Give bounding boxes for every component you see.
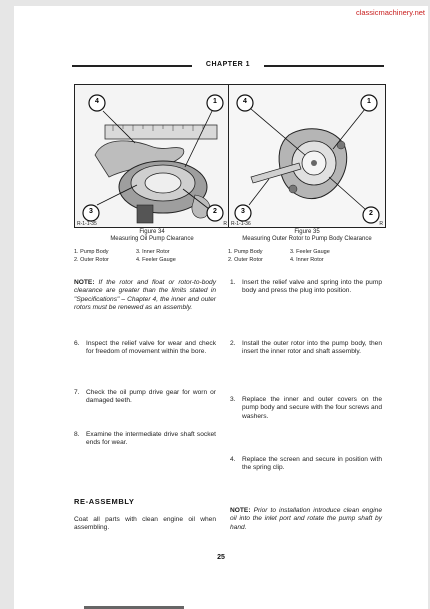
right-note <box>230 507 382 532</box>
legend-label: Pump Body <box>234 249 263 255</box>
step-3 <box>230 396 382 421</box>
legend-num: 2. <box>74 257 79 263</box>
legend-row <box>74 256 176 264</box>
note-label: NOTE: <box>230 507 251 514</box>
callout-1: 1 <box>367 98 371 105</box>
callout-3: 3 <box>89 208 93 215</box>
callout-2: 2 <box>369 210 373 217</box>
step-text: Replace the inner and outer covers on the pump body and secure with the four screws and washers. <box>242 396 383 420</box>
step-number: 7. <box>74 389 80 396</box>
step-6 <box>74 340 216 357</box>
note-text: Prior to installation introduce clean engine oil into the inlet port and rotate the pump shaft by hand. <box>230 507 382 531</box>
manual-page <box>14 6 428 609</box>
step-text: Install the outer rotor into the pump body, then insert the inner rotor and shaft assembly. <box>242 340 382 356</box>
reassembly-heading: RE-ASSEMBLY <box>74 497 135 506</box>
figure-34-image <box>74 84 230 228</box>
legend-label: Feeler Gauge <box>142 257 176 263</box>
legend-label: Inner Rotor <box>142 249 170 255</box>
reassembly-text: Coat all parts with clean engine oil when assembling. <box>74 516 216 532</box>
oil-pump-illustration <box>75 85 229 227</box>
legend-row <box>228 256 330 264</box>
figure-34-title: Measuring Oil Pump Clearance <box>110 236 194 242</box>
figure-35-caption <box>228 229 386 243</box>
legend-row <box>228 248 330 256</box>
watermark: classicmachinery.net <box>355 8 425 17</box>
figure-code: R-1-1-36 <box>231 221 251 227</box>
step-8 <box>74 431 216 448</box>
figure-34-caption <box>74 229 230 243</box>
step-number: 2. <box>230 340 236 347</box>
legend-num: 1. <box>228 249 233 255</box>
step-number: 6. <box>74 340 80 347</box>
figure-34-number: Figure 34 <box>139 229 165 235</box>
figure-35-image <box>228 84 386 228</box>
note-label: NOTE: <box>74 279 95 286</box>
step-1 <box>230 279 382 296</box>
legend-num: 3. <box>290 249 295 255</box>
page-number: 25 <box>217 554 225 561</box>
figure-r-mark: R <box>379 221 383 227</box>
step-2 <box>230 340 382 357</box>
legend-row <box>74 248 176 256</box>
legend-label: Outer Rotor <box>234 257 263 263</box>
step-text: Insert the relief valve and spring into the pump body and press the plug into position. <box>242 279 382 295</box>
left-note <box>74 279 216 312</box>
callout-1: 1 <box>213 98 217 105</box>
legend-num: 1. <box>74 249 79 255</box>
callout-4: 4 <box>243 98 247 105</box>
step-text: Examine the intermediate drive shaft socket ends for wear. <box>86 431 216 447</box>
figure-r-mark: R <box>223 221 227 227</box>
step-text: Replace the screen and secure in position with the spring clip. <box>242 456 382 472</box>
step-number: 1. <box>230 279 236 286</box>
legend-label: Pump Body <box>80 249 109 255</box>
rotor-clearance-illustration <box>229 85 385 227</box>
legend-num: 4. <box>136 257 141 263</box>
figure-35-number: Figure 35 <box>294 229 320 235</box>
legend-label: Feeler Gauge <box>296 249 330 255</box>
note-text: If the rotor and float or rotor-to-body clearance are greater than the limits stated in "Specifications" – Chapter 4, the inner and outer rotors must be renewed as an assembly. <box>74 279 216 311</box>
figure-34-legend <box>74 248 176 264</box>
step-text: Inspect the relief valve for wear and check for freedom of movement within the bore. <box>86 340 216 356</box>
legend-label: Inner Rotor <box>296 257 324 263</box>
step-4 <box>230 456 382 473</box>
figure-code: R-1-1-35 <box>77 221 97 227</box>
callout-4: 4 <box>95 98 99 105</box>
figure-35-title: Measuring Outer Rotor to Pump Body Clearance <box>242 236 372 242</box>
callout-3: 3 <box>241 208 245 215</box>
legend-num: 2. <box>228 257 233 263</box>
chapter-header <box>72 61 384 71</box>
step-text: Check the oil pump drive gear for worn or damaged teeth. <box>86 389 216 405</box>
step-number: 8. <box>74 431 80 438</box>
step-number: 3. <box>230 396 236 403</box>
figure-35-legend <box>228 248 330 264</box>
chapter-title: CHAPTER 1 <box>205 61 251 68</box>
legend-label: Outer Rotor <box>80 257 109 263</box>
legend-num: 4. <box>290 257 295 263</box>
step-number: 4. <box>230 456 236 463</box>
step-7 <box>74 389 216 406</box>
legend-num: 3. <box>136 249 141 255</box>
callout-2: 2 <box>213 208 217 215</box>
